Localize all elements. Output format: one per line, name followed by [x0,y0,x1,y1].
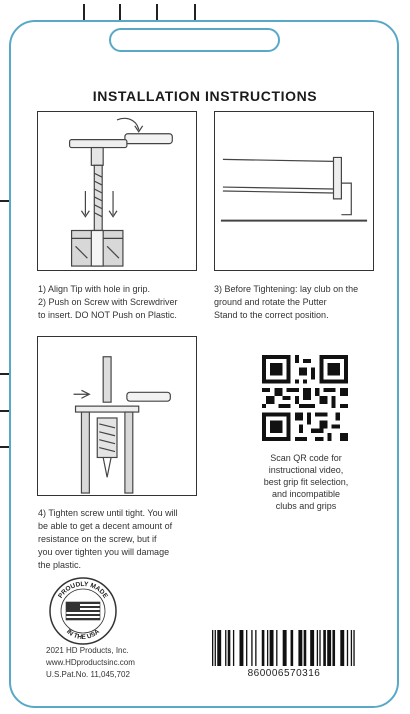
instruction-line: resistance on the screw, but if [38,534,157,544]
barcode-bar [255,630,256,666]
club-on-ground-illustration [215,112,373,270]
barcode-bar [351,630,352,666]
barcode-bar [276,630,277,666]
barcode-bar [298,630,302,666]
barcode-bar [304,630,307,666]
barcode-bar [267,630,268,666]
instructions-step-4 [38,507,178,572]
instruction-line: 1) Align Tip with hole in grip. [38,284,151,294]
patent-number: U.S.Pat.No. 11,045,702 [46,670,130,679]
company-info [46,645,135,681]
barcode-bar [319,630,320,666]
barcode-bar [310,630,314,666]
barcode-bar [327,630,331,666]
instruction-line: to insert. DO NOT Push on Plastic. [38,310,177,320]
barcode-bar [225,630,226,666]
barcode [210,630,358,666]
page-title: INSTALLATION INSTRUCTIONS [92,88,318,104]
illustration-panel-step4 [37,336,197,496]
illustration-panel-step1 [37,111,197,271]
barcode-number: 860006570316 [247,668,321,679]
instruction-line: 4) Tighten screw until tight. You will [38,508,178,518]
qr-code[interactable] [262,355,348,441]
barcode-bar [340,630,344,666]
instruction-line: ground and rotate the Putter [214,297,327,307]
copyright-line: 2021 HD Products, Inc. [46,646,129,655]
instruction-line: you over tighten you will damage [38,547,170,557]
screw-insert-illustration [38,112,196,270]
instruction-line: 2) Push on Screw with Screwdriver [38,297,178,307]
illustration-panel-step3 [214,111,374,271]
qr-caption-line: clubs and grips [275,501,337,511]
barcode-bar [283,630,287,666]
instructions-step-3 [214,283,358,322]
barcode-bar [246,630,247,666]
barcode-bar [233,630,234,666]
tighten-screw-illustration [38,337,196,495]
barcode-bar [217,630,221,666]
die-cut-mark [83,4,85,20]
die-cut-mark [119,4,121,20]
barcode-bar [262,630,265,666]
barcode-bar [332,630,335,666]
instruction-line: Stand to the correct position. [214,310,329,320]
instruction-line: the plastic. [38,560,82,570]
seal-top-text: PROUDLY MADE [57,580,109,600]
die-cut-mark [194,4,196,20]
qr-caption-line: instructional video, [268,465,344,475]
qr-caption-line: best grip fit selection, [263,477,349,487]
flag-icon [66,602,100,620]
barcode-bar [323,630,326,666]
barcode-bar [317,630,318,666]
website-link[interactable]: www.HDproductsinc.com [46,658,135,667]
barcode-bar [353,630,354,666]
instructions-step-1-2 [38,283,178,322]
barcode-bar [228,630,231,666]
seal-bottom-text: IN THE USA [64,628,101,642]
barcode-bar [251,630,252,666]
instruction-line: be able to get a decent amount of [38,521,173,531]
die-cut-mark [156,4,158,20]
barcode-bar [347,630,348,666]
qr-caption [236,452,376,512]
barcode-bar [239,630,243,666]
instruction-line: 3) Before Tightening: lay club on the [214,284,359,294]
barcode-bar [212,630,213,666]
barcode-bar [270,630,274,666]
made-in-usa-seal-icon [48,576,118,646]
barcode-bar [215,630,216,666]
hang-hole [109,28,280,52]
qr-caption-line: Scan QR code for [270,453,342,463]
qr-caption-line: and incompatible [271,489,341,499]
barcode-bar [291,630,294,666]
